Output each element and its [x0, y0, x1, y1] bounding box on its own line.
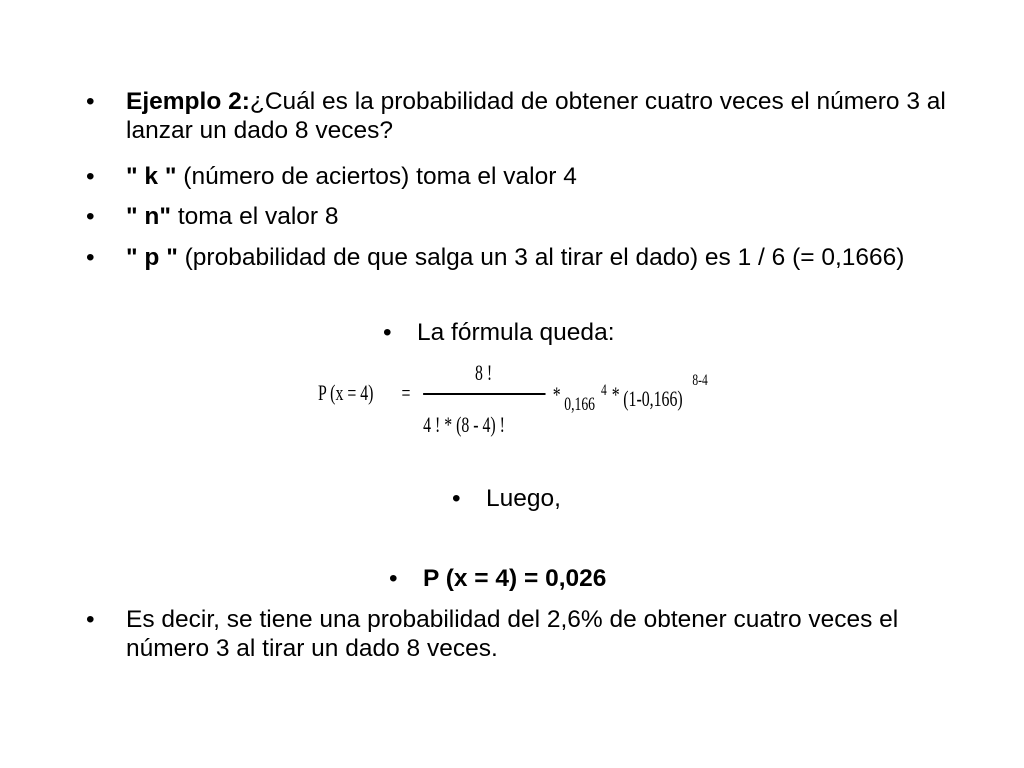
example-label: Ejemplo 2: [126, 88, 250, 115]
bullet-dot: • [86, 88, 95, 115]
formula-base-1: 0,166 [564, 394, 596, 415]
bullet-dot: • [452, 485, 461, 512]
bullet-dot: • [86, 203, 95, 230]
bullet-dot: • [86, 244, 95, 271]
formula-exp-1: 4 [600, 382, 607, 399]
bullet-dot: • [86, 163, 95, 190]
fraction-bar [423, 393, 545, 395]
n-label: " n" [126, 203, 172, 230]
formula-exp-2: 8-4 [692, 372, 708, 389]
formula-mult-2: * [611, 382, 620, 407]
bullet-dot: • [389, 565, 398, 592]
formula-lhs: P (x = 4) [318, 380, 374, 405]
bullet-item-formula-intro [383, 318, 615, 347]
n-text: toma el valor 8 [171, 203, 339, 230]
bullet-dot: • [86, 606, 95, 633]
example-question: ¿Cuál es la probabilidad de obtener cuatro veces el número 3 al lanzar un dado 8 veces? [126, 88, 946, 144]
k-label: " k " [126, 163, 177, 190]
formula-intro: La fórmula queda: [417, 319, 615, 346]
formula-equals: = [401, 380, 411, 405]
bullet-item-result [389, 564, 606, 593]
formula-mult-1: * [552, 382, 561, 407]
binomial-formula [318, 360, 708, 450]
p-label: " p " [126, 244, 178, 271]
conclusion-text: Es decir, se tiene una probabilidad del 2,6% de obtener cuatro veces el número 3 al tirar un dado 8 veces. [126, 606, 899, 662]
formula-base-2: (1-0,166) [623, 386, 683, 411]
k-text: (número de aciertos) toma el valor 4 [176, 163, 577, 190]
result-text: P (x = 4) = 0,026 [423, 565, 607, 592]
luego-text: Luego, [486, 485, 561, 512]
bullet-item-luego [452, 484, 561, 513]
p-text: (probabilidad de que salga un 3 al tirar el dado) es 1 / 6 (= 0,1666) [177, 244, 905, 271]
formula-numerator: 8 ! [474, 360, 493, 385]
formula-denominator: 4 ! * (8 - 4) ! [423, 412, 505, 437]
bullet-dot: • [383, 319, 392, 346]
